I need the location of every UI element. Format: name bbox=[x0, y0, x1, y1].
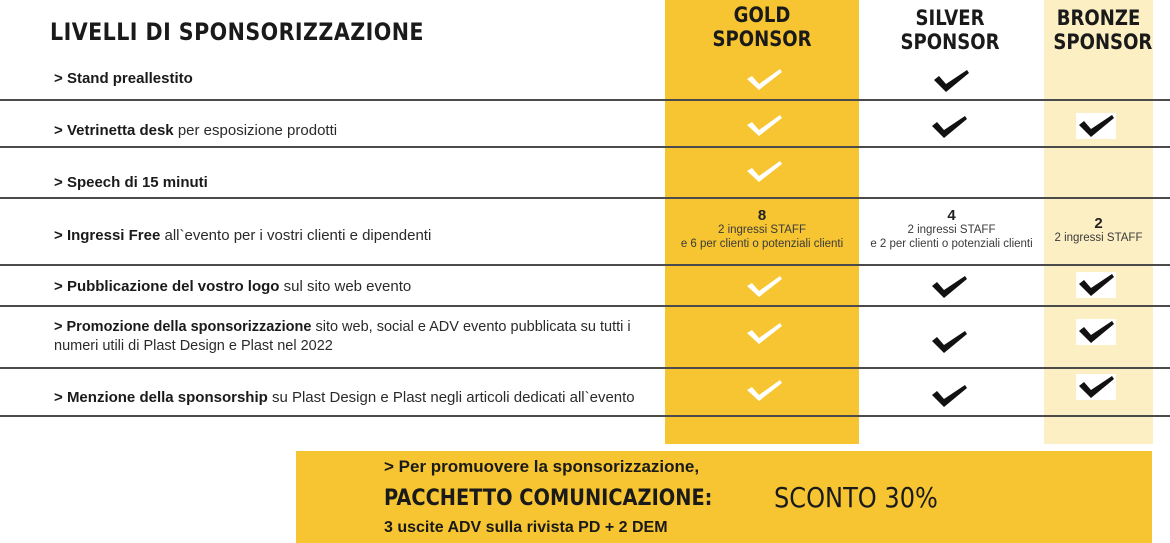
check-icon bbox=[1076, 113, 1116, 139]
page-title: LIVELLI DI SPONSORIZZAZIONE bbox=[50, 18, 424, 46]
row-label-stand bbox=[54, 69, 193, 88]
row-divider bbox=[0, 146, 1170, 148]
row-divider bbox=[0, 305, 1170, 307]
row-bold: Ingressi Free bbox=[66, 227, 161, 244]
row-prefix: > bbox=[54, 319, 67, 335]
tier-header-bronze bbox=[1053, 6, 1153, 54]
row-prefix: > bbox=[54, 389, 67, 406]
tier-silver-line1: SILVER bbox=[915, 6, 985, 30]
ingressi-bronze-number: 2 bbox=[1094, 215, 1103, 232]
tier-header-silver bbox=[873, 6, 1028, 54]
row-rest: sul sito web evento bbox=[279, 278, 412, 295]
tier-silver-line2: SPONSOR bbox=[900, 30, 1000, 54]
row-prefix: > bbox=[54, 278, 67, 295]
check-icon bbox=[929, 329, 969, 355]
row-prefix: > bbox=[54, 122, 67, 139]
check-icon bbox=[929, 114, 969, 140]
ingressi-bronze bbox=[1044, 216, 1153, 245]
check-icon bbox=[744, 273, 784, 299]
row-prefix: > bbox=[54, 70, 67, 87]
promo-box bbox=[296, 451, 1152, 543]
promo-line1: > Per promuovere la sponsorizzazione, bbox=[384, 457, 700, 476]
tier-gold-line1: GOLD bbox=[733, 3, 791, 27]
row-label-ingressi bbox=[54, 226, 431, 245]
row-label-vetrinetta bbox=[54, 121, 337, 140]
check-icon bbox=[744, 377, 784, 403]
row-rest: all`evento per i vostri clienti e dipendenti bbox=[160, 227, 432, 244]
row-rest: per esposizione prodotti bbox=[173, 122, 338, 139]
row-divider bbox=[0, 264, 1170, 266]
ingressi-bronze-line1: 2 ingressi STAFF bbox=[1054, 232, 1143, 244]
ingressi-silver-number: 4 bbox=[947, 207, 956, 224]
ingressi-silver-line2: e 2 per clienti o potenziali clienti bbox=[870, 238, 1033, 250]
check-icon bbox=[929, 383, 969, 409]
row-label-menzione bbox=[54, 388, 635, 407]
row-divider bbox=[0, 99, 1170, 101]
row-divider bbox=[0, 415, 1170, 417]
row-divider bbox=[0, 367, 1170, 369]
row-divider bbox=[0, 197, 1170, 199]
promo-discount: SCONTO 30% bbox=[774, 481, 938, 514]
ingressi-gold-line1: 2 ingressi STAFF bbox=[718, 224, 806, 236]
check-icon bbox=[1076, 319, 1116, 345]
ingressi-silver bbox=[859, 208, 1044, 251]
ingressi-gold bbox=[665, 208, 859, 251]
row-bold: Pubblicazione del vostro logo bbox=[66, 278, 280, 295]
check-icon bbox=[744, 158, 784, 184]
promo-line3: 3 uscite ADV sulla rivista PD + 2 DEM bbox=[384, 519, 668, 536]
row-label-logo bbox=[54, 277, 411, 296]
row-bold: Speech di 15 minuti bbox=[66, 174, 208, 191]
check-icon bbox=[1076, 272, 1116, 298]
check-icon bbox=[744, 66, 784, 92]
check-icon bbox=[929, 274, 969, 300]
check-icon bbox=[744, 112, 784, 138]
tier-header-gold bbox=[682, 3, 842, 51]
promo-package-title: PACCHETTO COMUNICAZIONE: bbox=[384, 486, 713, 511]
row-bold: Menzione della sponsorship bbox=[66, 389, 268, 406]
row-rest: sito web, social e ADV evento pubblicata su tutti i numeri utili di Plast Design e Plast nel 2022 bbox=[54, 319, 631, 354]
tier-bronze-line1: BRONZE bbox=[1056, 6, 1141, 30]
check-icon bbox=[744, 320, 784, 346]
ingressi-gold-line2: e 6 per clienti o potenziali clienti bbox=[680, 238, 844, 250]
check-icon bbox=[931, 68, 971, 94]
ingressi-silver-line1: 2 ingressi STAFF bbox=[907, 224, 996, 236]
ingressi-gold-number: 8 bbox=[757, 207, 767, 224]
row-rest: su Plast Design e Plast negli articoli dedicati all`evento bbox=[267, 389, 635, 406]
row-label-promozione bbox=[54, 318, 674, 356]
row-bold: Promozione della sponsorizzazione bbox=[66, 319, 312, 335]
tier-gold-line2: SPONSOR bbox=[712, 27, 812, 51]
row-bold: Stand preallestito bbox=[66, 70, 193, 87]
row-prefix: > bbox=[54, 227, 67, 244]
row-label-speech bbox=[54, 173, 208, 192]
check-icon bbox=[1076, 374, 1116, 400]
tier-bronze-line2: SPONSOR bbox=[1053, 30, 1153, 54]
row-prefix: > bbox=[54, 174, 67, 191]
row-bold: Vetrinetta desk bbox=[66, 122, 174, 139]
